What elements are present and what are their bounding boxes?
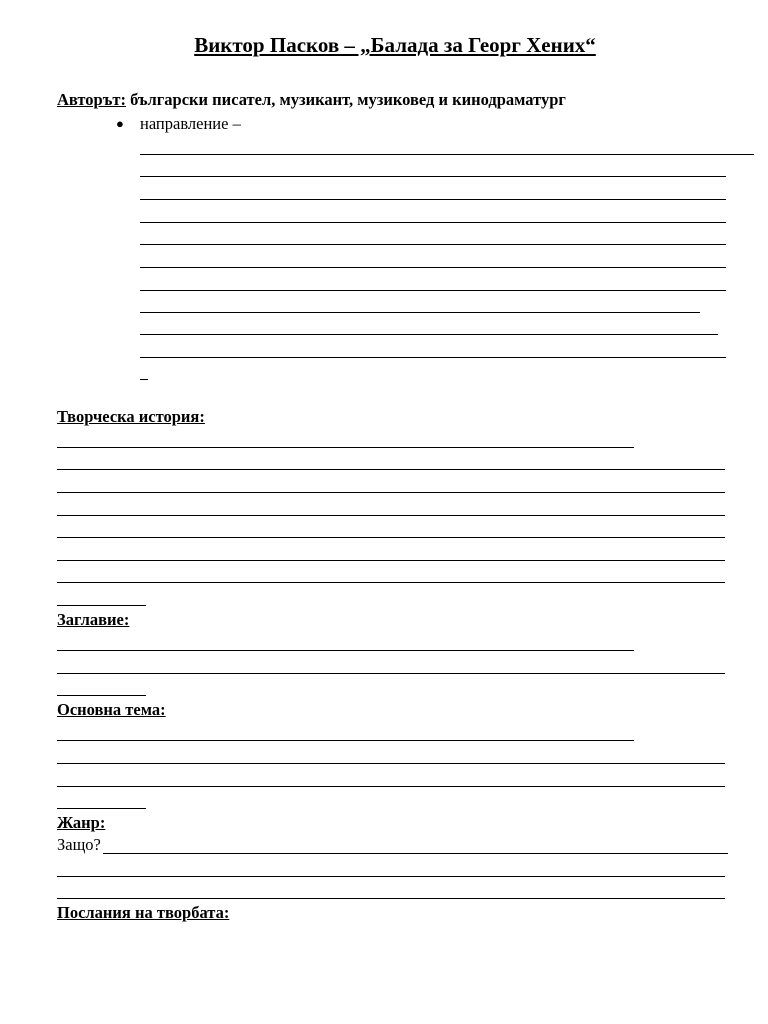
- genre-heading: Жанр:: [57, 813, 106, 832]
- history-fill-line[interactable]: [57, 515, 725, 516]
- direction-label: направление –: [140, 114, 241, 133]
- history-fill-line[interactable]: [57, 537, 725, 538]
- history-fill-line[interactable]: [57, 605, 146, 606]
- title-heading: Заглавие:: [57, 610, 130, 629]
- author-fill-line[interactable]: [140, 244, 726, 245]
- main-theme-heading: Основна тема:: [57, 700, 166, 719]
- history-fill-line[interactable]: [57, 582, 725, 583]
- theme-fill-line[interactable]: [57, 808, 146, 809]
- history-fill-line[interactable]: [57, 560, 725, 561]
- title-fill-line[interactable]: [57, 673, 725, 674]
- theme-fill-line[interactable]: [57, 786, 725, 787]
- title-fill-line[interactable]: [57, 695, 146, 696]
- author-description: български писател, музикант, музиковед и кинодраматург: [125, 90, 566, 109]
- title-fill-line[interactable]: [57, 650, 634, 651]
- author-fill-line[interactable]: [140, 379, 148, 380]
- history-fill-line[interactable]: [57, 492, 725, 493]
- theme-fill-line[interactable]: [57, 740, 634, 741]
- author-fill-line[interactable]: [140, 267, 726, 268]
- author-fill-line[interactable]: [140, 222, 726, 223]
- messages-heading: Послания на творбата:: [57, 903, 230, 922]
- theme-fill-line[interactable]: [57, 763, 725, 764]
- history-fill-line[interactable]: [57, 447, 634, 448]
- history-fill-line[interactable]: [57, 469, 725, 470]
- author-fill-line[interactable]: [140, 312, 700, 313]
- why-fill-line[interactable]: [103, 853, 728, 854]
- bullet-icon: ●: [116, 116, 124, 131]
- author-fill-line[interactable]: [140, 334, 718, 335]
- author-fill-line[interactable]: [140, 290, 726, 291]
- author-fill-line[interactable]: [140, 176, 726, 177]
- page-title: Виктор Пасков – „Балада за Георг Хених“: [194, 33, 596, 57]
- author-label: Авторът:: [57, 90, 126, 109]
- history-heading: Творческа история:: [57, 407, 205, 426]
- author-fill-line[interactable]: [140, 357, 726, 358]
- genre-fill-line[interactable]: [57, 898, 725, 899]
- author-fill-line[interactable]: [140, 154, 754, 155]
- author-fill-line[interactable]: [140, 199, 726, 200]
- author-row: [57, 90, 566, 110]
- genre-fill-line[interactable]: [57, 876, 725, 877]
- why-label: Защо?: [57, 835, 101, 854]
